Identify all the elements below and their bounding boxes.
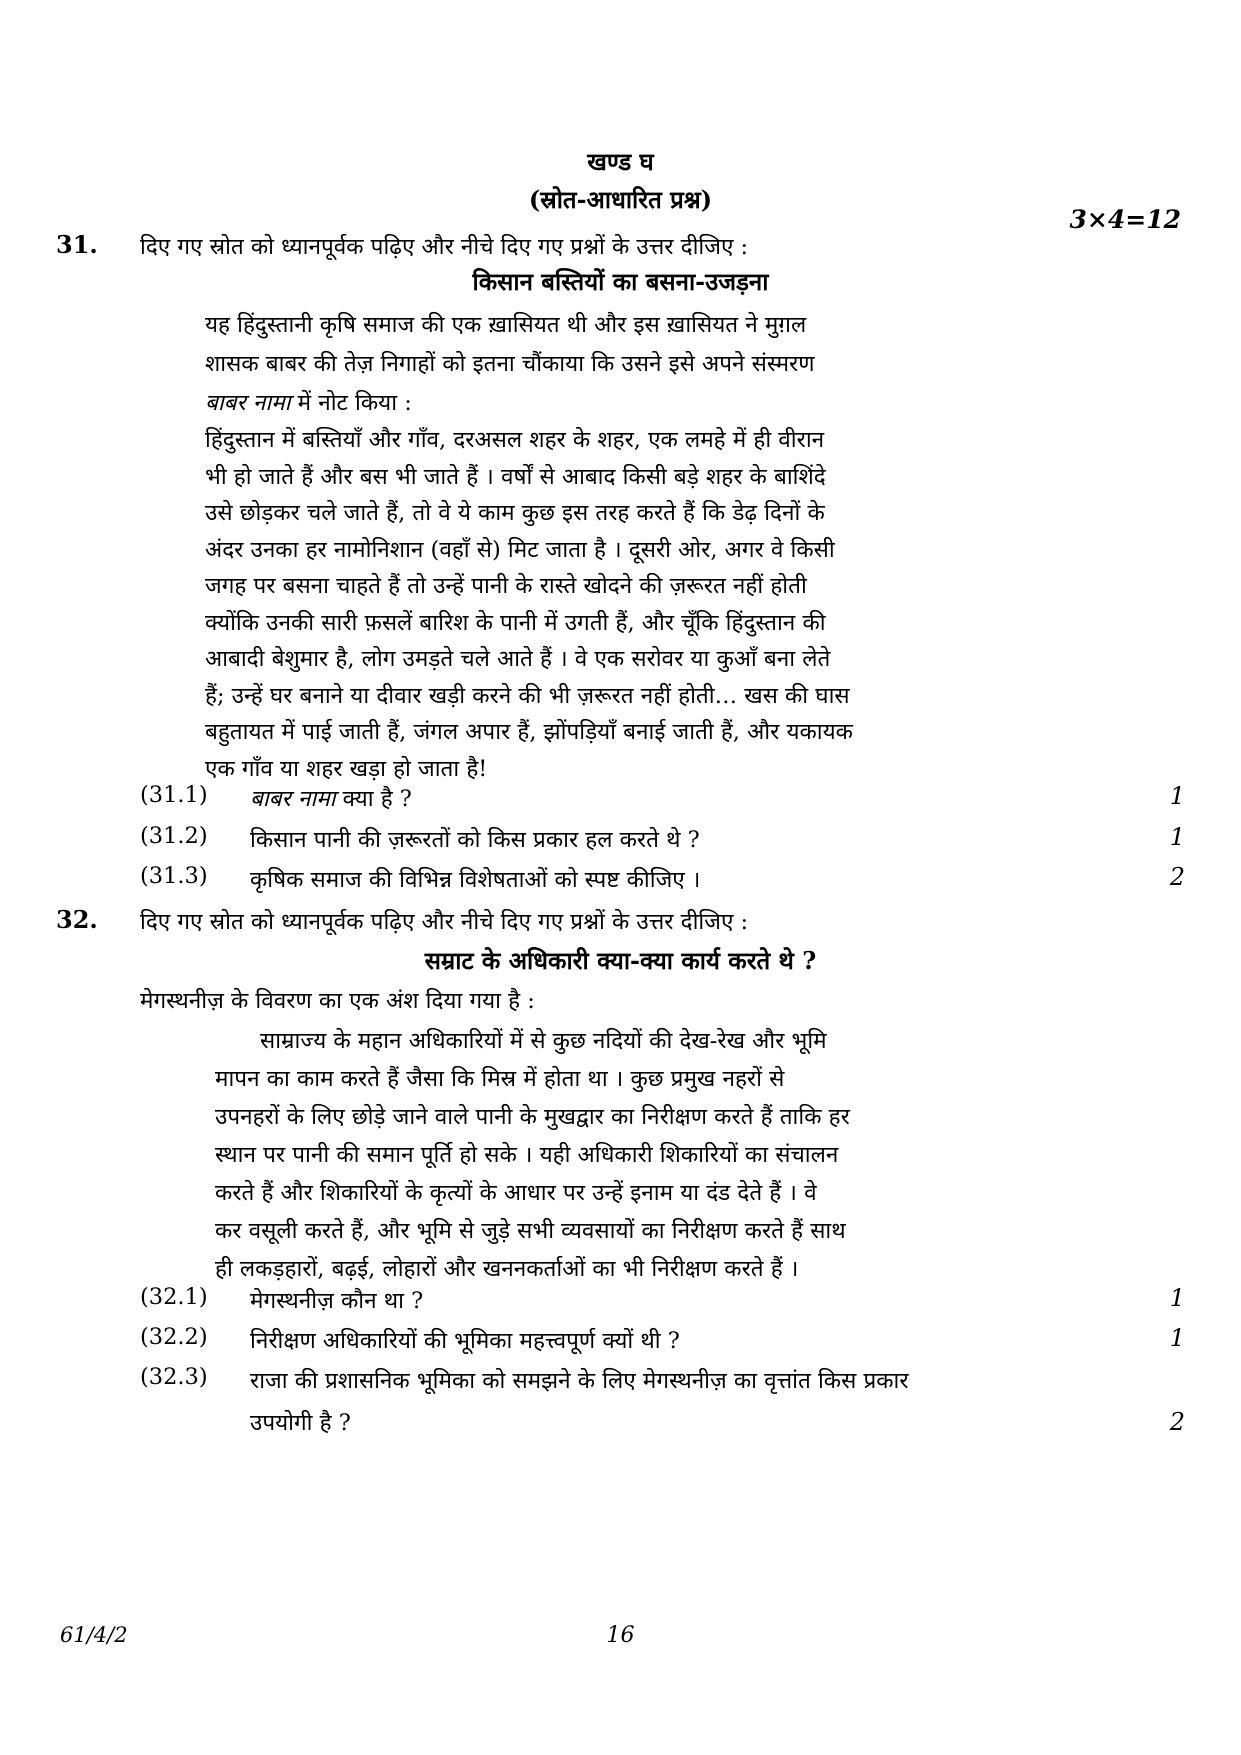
passage-line: कर वसूली करते हैं, और भूमि से जुड़े सभी व्यवसायों का निरीक्षण करते हैं साथ (215, 1218, 846, 1244)
subquestion-number: (31.2) (140, 823, 208, 849)
subquestion-marks: 1 (1169, 782, 1185, 810)
subquestion-number: (32.1) (140, 1284, 208, 1310)
subquestion-number: (31.3) (140, 863, 208, 889)
passage-line: साम्राज्य के महान अधिकारियों में से कुछ नदियों की देख-रेख और भूमि (260, 1028, 827, 1054)
subquestion-marks: 1 (1169, 823, 1185, 851)
subquestion-number: (32.2) (140, 1324, 208, 1350)
section-title: खण्ड घ (587, 147, 654, 176)
passage-line: अंदर उनका हर नामोनिशान (वहाँ से) मिट जाता है । दूसरी ओर, अगर वे किसी (205, 536, 835, 563)
passage-line: शासक बाबर की तेज़ निगाहों को इतना चौंकाया कि उसने इसे अपने संस्मरण (205, 351, 815, 377)
subquestion-32-3 (140, 1364, 1185, 1444)
passage-line: हिंदुस्तान में बस्तियाँ और गाँव, दरअसल शहर के शहर, एक लमहे में ही वीरान (205, 427, 825, 453)
subquestion-text: राजा की प्रशासनिक भूमिका को समझने के लिए मेगस्थनीज़ का वृत्तांत किस प्रकार (250, 1368, 909, 1394)
passage-line: आबादी बेशुमार है, लोग उमड़ते चले आते हैं । वे एक सरोवर या कुआँ बना लेते (205, 646, 831, 672)
page-number: 16 (606, 1623, 635, 1648)
book-title: बाबर नामा (250, 786, 336, 812)
subquestion-number: (31.1) (140, 782, 208, 808)
passage-line: जगह पर बसना चाहते हैं तो उन्हें पानी के रास्ते खोदने की ज़रूरत नहीं होती (205, 573, 807, 599)
source-passage-31-intro (205, 306, 950, 423)
question-31-instruction: दिए गए स्रोत को ध्यानपूर्वक पढ़िए और नीचे दिए गए प्रश्नों के उत्तर दीजिए : (140, 234, 749, 260)
subquestion-text: निरीक्षण अधिकारियों की भूमिका महत्त्वपूर्ण क्यों थी ? (250, 1328, 680, 1354)
subquestion-32-1 (140, 1284, 1185, 1324)
passage-line (205, 384, 950, 423)
section-marks: 3×4=12 (1069, 205, 1181, 234)
subquestion-31-2 (140, 823, 1185, 863)
passage-line: स्थान पर पानी की समान पूर्ति हो सके । यही अधिकारी शिकारियों का संचालन (215, 1142, 839, 1168)
subquestion-text: कृषिक समाज की विभिन्न विशेषताओं को स्पष्ट कीजिए । (250, 867, 701, 893)
passage-line: मापन का काम करते हैं जैसा कि मिस्र में होता था । कुछ प्रमुख नहरों से (215, 1066, 785, 1092)
source-title-32: सम्राट के अधिकारी क्या-क्या कार्य करते थे ? (424, 946, 817, 975)
subquestion-number: (32.3) (140, 1364, 208, 1390)
subquestion-text: किसान पानी की ज़रूरतों को किस प्रकार हल करते थे ? (250, 827, 700, 853)
passage-line: एक गाँव या शहर खड़ा हो जाता है! (205, 755, 488, 782)
subquestion-marks: 1 (1169, 1284, 1185, 1312)
section-subtitle: (स्रोत-आधारित प्रश्न) (528, 185, 713, 214)
question-number-32: 32. (56, 905, 98, 934)
passage-line: क्योंकि उनकी सारी फ़सलें बारिश के पानी में उगती हैं, और चूँकि हिंदुस्तान की (205, 609, 826, 636)
subquestion-text-tail: क्या है ? (335, 786, 412, 812)
passage-line: भी हो जाते हैं और बस भी जाते हैं । वर्षों से आबाद किसी बड़े शहर के बाशिंदे (205, 463, 826, 490)
source-title-31: किसान बस्तियों का बसना-उजड़ना (472, 267, 769, 296)
subquestion-text-continued: उपयोगी है ? (250, 1410, 351, 1436)
subquestion-text (250, 782, 412, 813)
passage-line: उसे छोड़कर चले जाते हैं, तो वे ये काम कुछ इस तरह करते हैं कि डेढ़ दिनों के (205, 500, 825, 526)
passage-line: यह हिंदुस्तानी कृषि समाज की एक ख़ासियत थी और इस ख़ासियत ने मुग़ल (205, 312, 807, 338)
paper-code: 61/4/2 (60, 1623, 128, 1647)
question-number-31: 31. (56, 230, 98, 259)
subquestion-text: मेगस्थनीज़ कौन था ? (250, 1288, 424, 1314)
subquestion-marks: 2 (1169, 1408, 1185, 1436)
subquestion-31-3 (140, 863, 1185, 903)
book-title: बाबर नामा (205, 390, 291, 416)
passage-line: करते हैं और शिकारियों के कृत्यों के आधार पर उन्हें इनाम या दंड देते हैं । वे (215, 1180, 817, 1206)
passage-line: बहुतायत में पाई जाती हैं, जंगल अपार हैं, झोंपड़ियाँ बनाई जाती हैं, और यकायक (205, 719, 853, 745)
passage-line: ही लकड़हारों, बढ़ई, लोहारों और खननकर्ताओं का भी निरीक्षण करते हैं । (215, 1256, 799, 1282)
subquestion-31-1 (140, 782, 1185, 822)
subquestion-marks: 2 (1169, 863, 1185, 891)
intro-tail: में नोट किया : (290, 390, 412, 416)
source-passage-32 (215, 1022, 950, 1288)
passage-line: हैं; उन्हें घर बनाने या दीवार खड़ी करने की भी ज़रूरत नहीं होती… खस की घास (205, 682, 850, 709)
source-passage-31 (205, 422, 950, 787)
passage-line: उपनहरों के लिए छोड़े जाने वाले पानी के मुखद्वार का निरीक्षण करते हैं ताकि हर (215, 1104, 850, 1130)
subquestion-marks: 1 (1169, 1324, 1185, 1352)
subquestion-32-2 (140, 1324, 1185, 1364)
question-32-instruction: दिए गए स्रोत को ध्यानपूर्वक पढ़िए और नीचे दिए गए प्रश्नों के उत्तर दीजिए : (140, 909, 749, 935)
source-intro-32: मेगस्थनीज़ के विवरण का एक अंश दिया गया है : (140, 988, 535, 1014)
